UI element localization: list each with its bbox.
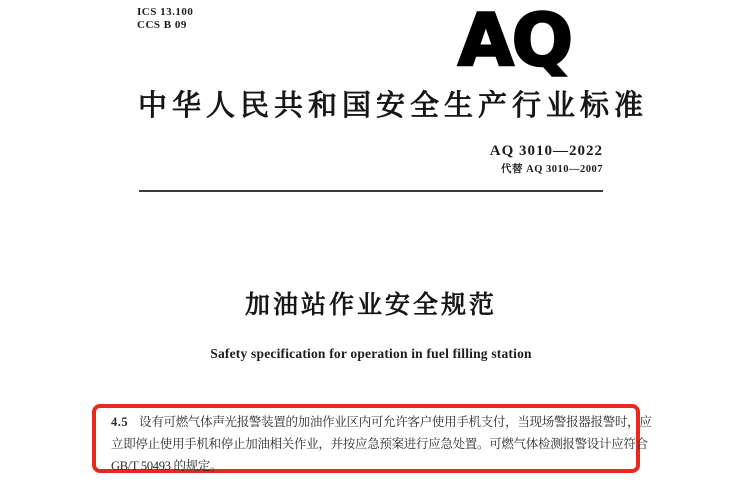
clause-number: 4.5: [111, 415, 129, 429]
replaces-standard: 代替 AQ 3010—2007: [501, 164, 603, 175]
ics-ccs-codes: [137, 6, 193, 31]
standard-number: AQ 3010—2022: [489, 143, 603, 159]
standard-number-block: [490, 143, 603, 176]
clause-line-2: 立即停止使用手机和停止加油相关作业，并按应急预案进行应急处置。可燃气体检测报警设计应符合: [111, 437, 648, 451]
clause-line-1: [111, 411, 652, 433]
ics-code: ICS 13.100: [137, 6, 194, 18]
national-standard-title: 中华人民共和国安全生产行业标准: [138, 88, 649, 122]
header-divider-line: [139, 190, 603, 192]
aq-standard-logo: AQ: [458, 0, 571, 82]
document-title-english: Safety specification for operation in fuel filling station: [210, 346, 532, 361]
ccs-code: CCS B 09: [137, 18, 187, 31]
document-title-chinese: 加油站作业安全规范: [244, 290, 497, 319]
highlighted-clause-box: [92, 404, 652, 473]
clause-line-3: GB/T 50493 的规定。: [111, 459, 223, 473]
clause-text-1: 设有可燃气体声光报警装置的加油作业区内可允许客户使用手机支付，当现场警报器报警时，应: [139, 415, 652, 429]
